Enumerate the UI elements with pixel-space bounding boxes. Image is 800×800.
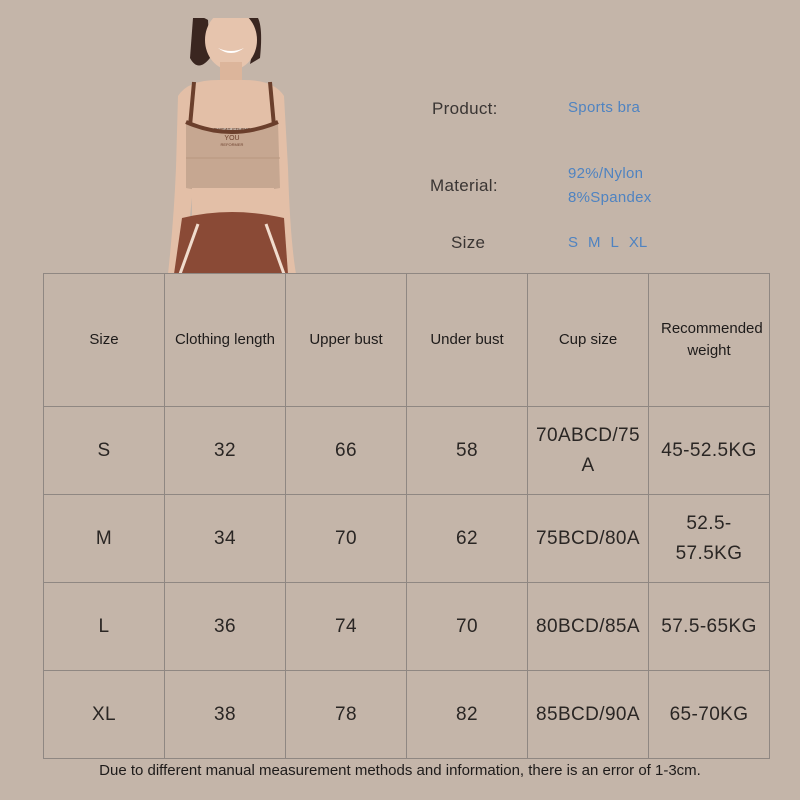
table-row xyxy=(44,671,770,759)
table-cell: 75BCD/80A xyxy=(528,495,649,583)
model-photo-icon xyxy=(138,18,328,274)
table-cell: 70ABCD/75A xyxy=(528,407,649,495)
table-cell: 57.5-65KG xyxy=(649,583,770,671)
table-cell: 66 xyxy=(286,407,407,495)
size-option: XL xyxy=(628,234,648,251)
table-cell: 70 xyxy=(286,495,407,583)
table-header-cell: Size xyxy=(44,274,165,407)
table-header-cell: Cup size xyxy=(528,274,649,407)
measurement-note: Due to different manual measurement methods and information, there is an error of 1-3cm. xyxy=(99,762,701,779)
bra-logo-text: YOU xyxy=(224,135,240,142)
table-cell: 32 xyxy=(165,407,286,495)
table-cell: XL xyxy=(44,671,165,759)
size-option: M xyxy=(588,234,601,251)
size-option: S xyxy=(568,234,579,251)
table-cell: 52.5-57.5KG xyxy=(649,495,770,583)
table-cell: 82 xyxy=(407,671,528,759)
table-cell: 85BCD/90A xyxy=(528,671,649,759)
table-cell: 74 xyxy=(286,583,407,671)
table-cell: L xyxy=(44,583,165,671)
table-cell: 62 xyxy=(407,495,528,583)
table-row xyxy=(44,583,770,671)
table-cell: M xyxy=(44,495,165,583)
table-cell: S xyxy=(44,407,165,495)
table-header-row xyxy=(44,274,770,407)
table-cell: 70 xyxy=(407,583,528,671)
table-cell: 65-70KG xyxy=(649,671,770,759)
material-value-nylon: 92%/Nylon xyxy=(568,165,644,182)
table-cell: 38 xyxy=(165,671,286,759)
size-options xyxy=(568,234,647,251)
table-header-cell: Clothing length xyxy=(165,274,286,407)
bra-logo-text: REFORMER xyxy=(220,142,244,147)
table-cell: 58 xyxy=(407,407,528,495)
material-label: Material: xyxy=(430,176,498,195)
size-chart-table xyxy=(43,273,770,759)
table-cell: 80BCD/85A xyxy=(528,583,649,671)
table-row xyxy=(44,495,770,583)
table-cell: 45-52.5KG xyxy=(649,407,770,495)
size-label: Size xyxy=(451,233,486,252)
product-label: Product: xyxy=(432,99,498,118)
bra-logo-text: SWEAT STUDIO xyxy=(213,128,251,134)
material-value-spandex: 8%Spandex xyxy=(568,189,652,206)
table-cell: 78 xyxy=(286,671,407,759)
product-value: Sports bra xyxy=(568,99,641,116)
table-cell: 36 xyxy=(165,583,286,671)
table-header-cell: Under bust xyxy=(407,274,528,407)
table-row xyxy=(44,407,770,495)
table-header-cell: Recommended weight xyxy=(649,274,770,407)
size-option: L xyxy=(610,234,619,251)
table-cell: 34 xyxy=(165,495,286,583)
table-header-cell: Upper bust xyxy=(286,274,407,407)
